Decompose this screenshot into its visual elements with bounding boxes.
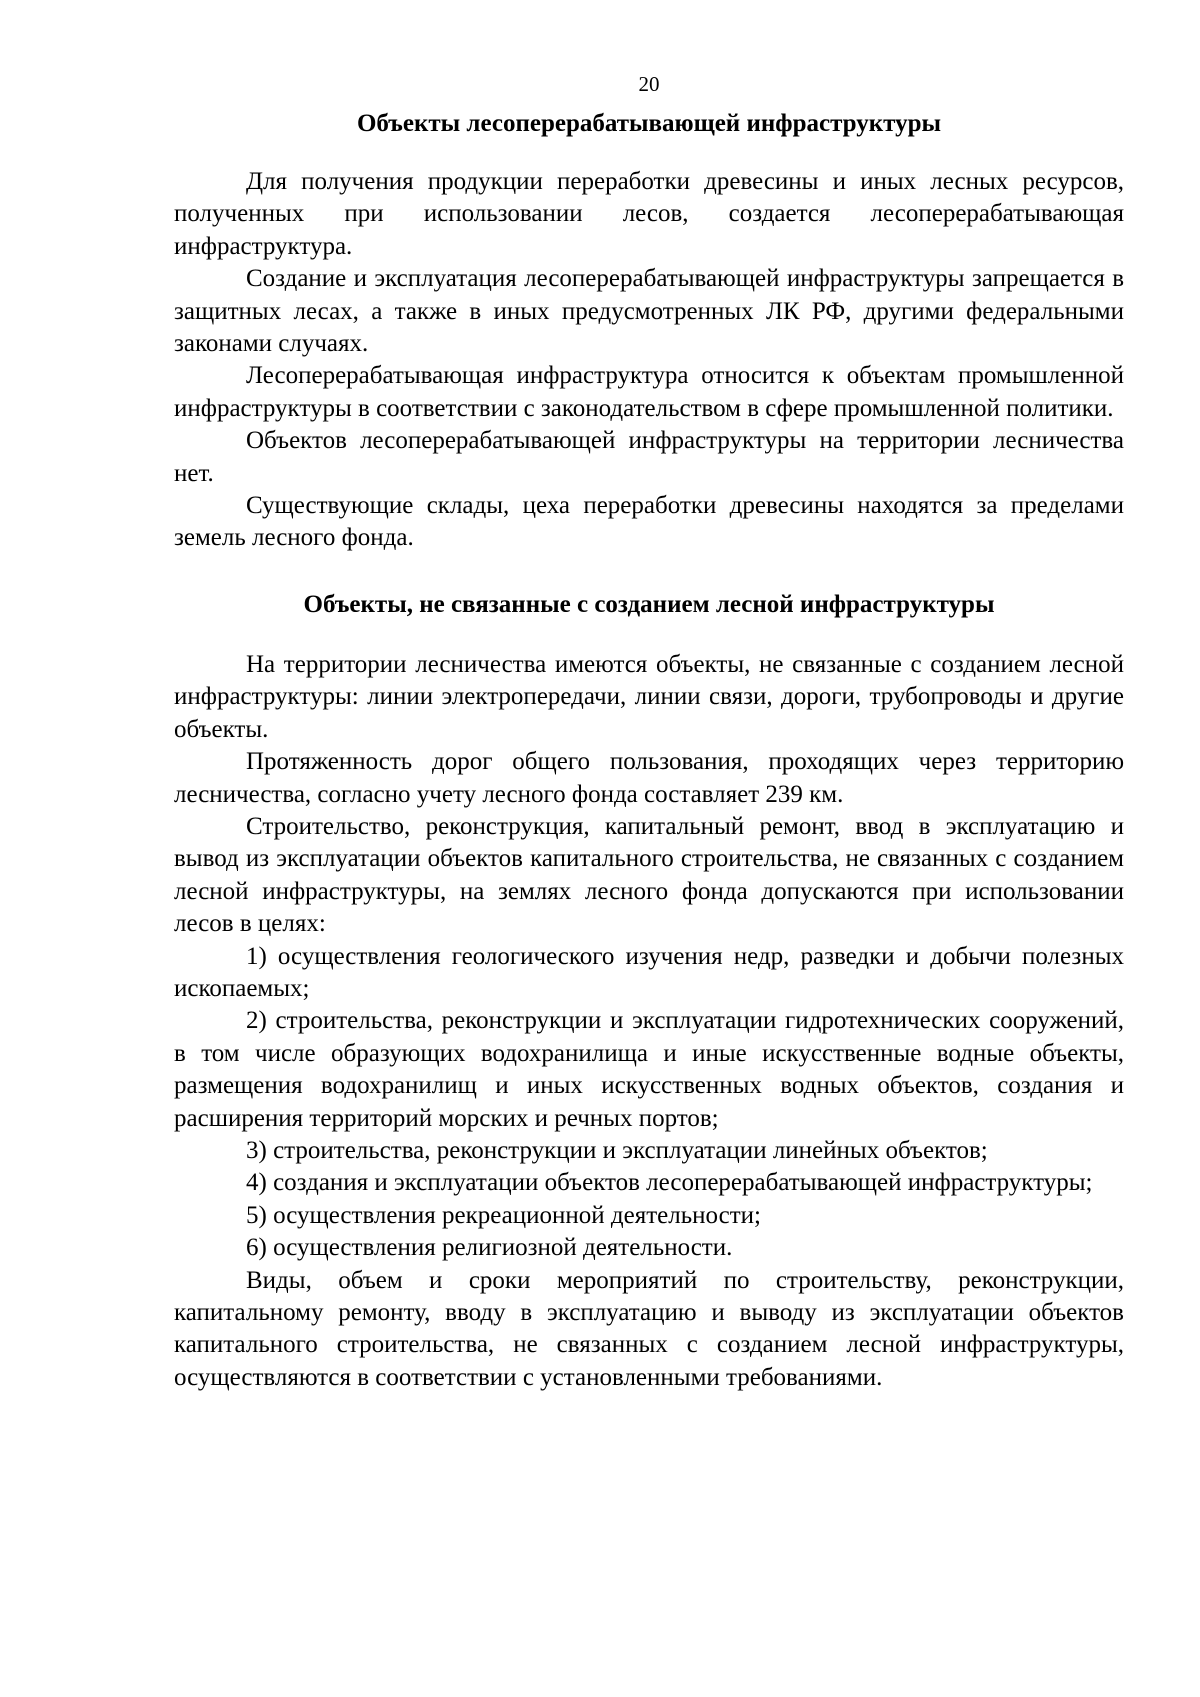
list-item: 3) строительства, реконструкции и эксплуатации линейных объектов; (246, 1136, 988, 1164)
paragraph: Виды, объем и сроки мероприятий по строительству, реконструкции, капитальному ремонту, вводу в эксплуатацию и выводу из эксплуатации объектов капитального строительства, не связанных с созданием лесной инфраструктуры, осуществляются в соответствии с установленными требованиями. (174, 1266, 1124, 1391)
list-item: 2) строительства, реконструкции и эксплуатации гидротехнических сооружений, в том числе образующих водохранилища и иные искусственные водные объекты, размещения водохранилищ и иных искусственных водных объектов, создания и расширения территорий морских и речных портов; (174, 1007, 1124, 1132)
paragraph: Объектов лесоперерабатывающей инфраструктуры на территории лесничества нет. (174, 427, 1124, 487)
paragraph: Протяженность дорог общего пользования, проходящих через территорию лесничества, согласно учету лесного фонда составляет 239 км. (174, 748, 1124, 808)
paragraph: Для получения продукции переработки древесины и иных лесных ресурсов, полученных при использовании лесов, создается лесоперерабатывающая инфраструктура. (174, 168, 1124, 260)
section-title: Объекты лесоперерабатывающей инфраструктуры (356, 110, 942, 137)
section-title: Объекты, не связанные с созданием лесной инфраструктуры (303, 590, 995, 618)
paragraph: Существующие склады, цеха переработки древесины находятся за пределами земель лесного фонда. (174, 492, 1124, 552)
page-number: 20 (638, 72, 660, 96)
paragraph: На территории лесничества имеются объекты, не связанные с созданием лесной инфраструктуры: линии электропередачи, линии связи, дороги, трубопроводы и другие объекты. (174, 650, 1124, 743)
paragraph: Лесоперерабатывающая инфраструктура относится к объектам промышленной инфраструктуры в соответствии с законодательством в сфере промышленной политики. (174, 362, 1124, 422)
list-item: 4) создания и эксплуатации объектов лесоперерабатывающей инфраструктуры; (246, 1169, 1093, 1197)
list-item: 1) осуществления геологического изучения недр, разведки и добычи полезных ископаемых; (174, 942, 1124, 1002)
section-non-forest-infrastructure-objects (174, 589, 1124, 1394)
list-item: 5) осуществления рекреационной деятельности; (246, 1201, 761, 1229)
section-wood-processing-infrastructure (174, 108, 1124, 555)
list-item: 6) осуществления религиозной деятельности. (246, 1234, 733, 1262)
paragraph: Строительство, реконструкция, капитальный ремонт, ввод в эксплуатацию и вывод из эксплуатации объектов капитального строительства, не связанных с созданием лесной инфраструктуры, на землях лесного фонда допускаются при использовании лесов в целях: (174, 812, 1124, 938)
paragraph: Создание и эксплуатация лесоперерабатывающей инфраструктуры запрещается в защитных лесах, а также в иных предусмотренных ЛК РФ, другими федеральными законами случаях. (174, 265, 1124, 358)
document-page (174, 70, 1124, 1394)
